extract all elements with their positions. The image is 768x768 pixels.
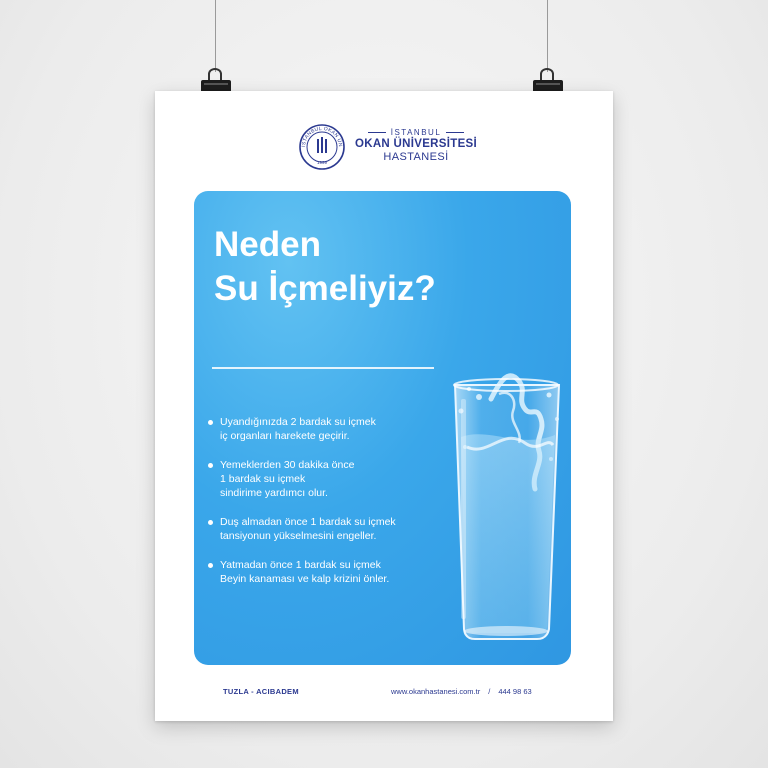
university-seal-icon (299, 124, 345, 170)
title-line-1: Neden (214, 225, 321, 264)
poster (155, 91, 613, 721)
footer-locations: TUZLA - ACIBADEM (223, 687, 299, 696)
footer-contact (391, 687, 532, 696)
info-panel (194, 191, 571, 665)
seal-year: 1999 (316, 160, 328, 165)
footer-separator: / (488, 687, 491, 696)
website-link[interactable]: www.okanhastanesi.com.tr (391, 687, 481, 696)
water-glass-icon (439, 339, 569, 649)
poster-title (214, 223, 436, 311)
list-item: Yemeklerden 30 dakika önce 1 bardak su içmek sindirime yardımcı olur. (206, 458, 456, 500)
logo-wordmark (353, 128, 479, 164)
hanging-wire-left (215, 0, 216, 72)
bullet-list (206, 415, 456, 601)
title-divider (212, 367, 434, 369)
logo-sub: HASTANESİ (383, 151, 449, 163)
logo-top-line: İSTANBUL (390, 128, 442, 137)
hospital-logo (299, 124, 479, 172)
list-item: Yatmadan önce 1 bardak su içmek Beyin kanaması ve kalp krizini önler. (206, 558, 456, 586)
hanging-wire-right (547, 0, 548, 72)
list-item: Uyandığınızda 2 bardak su içmek iç organları harekete geçirir. (206, 415, 456, 443)
title-line-2: Su İçmeliyiz? (214, 269, 436, 308)
seal-text: İSTANBUL OKAN ÜN (300, 125, 344, 148)
list-item: Duş almadan önce 1 bardak su içmek tansiyonun yükselmesini engeller. (206, 515, 456, 543)
logo-name: OKAN ÜNİVERSİTESİ (354, 138, 478, 150)
phone-number[interactable]: 444 98 63 (498, 687, 532, 696)
